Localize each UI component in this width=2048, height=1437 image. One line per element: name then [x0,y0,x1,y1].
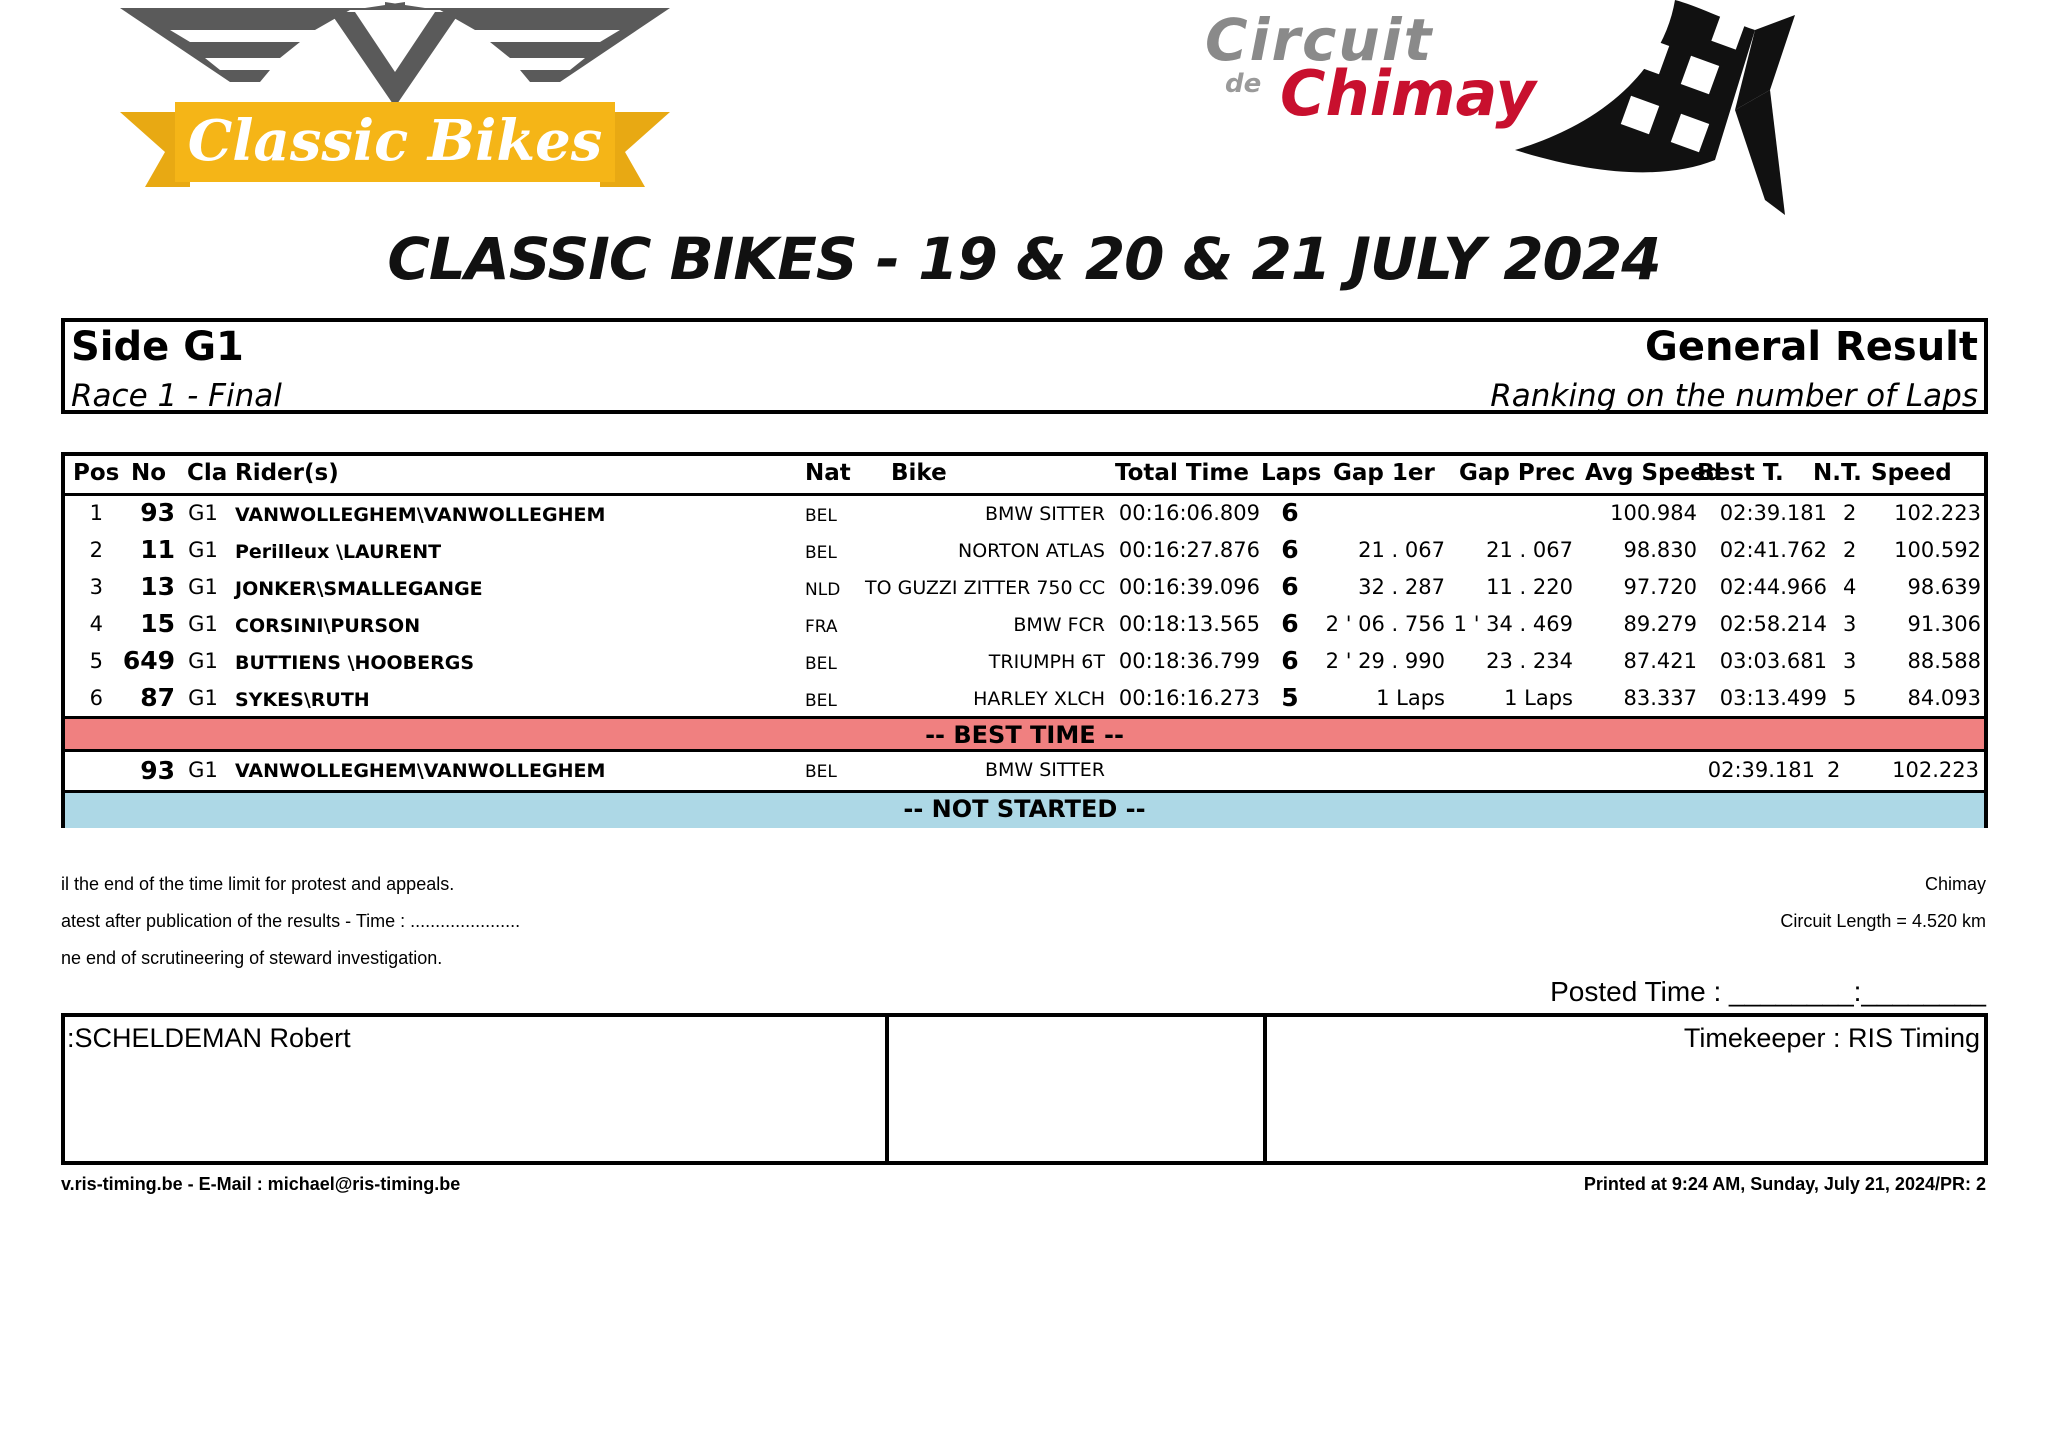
col-header-total-time: Total Time [1115,460,1249,486]
ranking-note: Ranking on the number of Laps [1490,378,1978,414]
cell-gap-prev: 1 Laps [1504,686,1573,710]
footer-contact: v.ris-timing.be - E-Mail : michael@ris-timing.be [61,1174,461,1194]
cell-gap-prev: 23 . 234 [1486,649,1573,673]
table-row [65,496,1984,533]
race-director: :SCHELDEMAN Robert [67,1023,351,1053]
cell-laps: 6 [1281,609,1299,638]
cell-bike: TO GUZZI ZITTER 750 CC [865,577,1106,599]
cell-speed: 100.592 [1894,538,1981,562]
chimay-logo-text: Chimay [1280,57,1536,130]
cell-pos: 4 [89,612,103,636]
cell-cla: G1 [188,612,218,636]
signature-divider-2 [1263,1017,1267,1161]
cell-nt: 2 [1843,538,1857,562]
table-row [65,607,1984,644]
race-name: Race 1 - Final [71,378,282,414]
best-time-cla: G1 [188,758,218,782]
table-row [65,533,1984,570]
footer-printed: Printed at 9:24 AM, Sunday, July 21, 2024/PR: 2 [1583,1174,1986,1194]
cell-bike: BMW SITTER [984,503,1105,525]
circuit-length: Circuit Length = 4.520 km [1780,911,1986,931]
cell-total-time: 00:16:16.273 [1118,686,1260,710]
cell-rider: VANWOLLEGHEM\VANWOLLEGHEM [235,504,606,526]
cell-no: 15 [140,609,175,638]
results-table [61,452,1988,828]
cell-nt: 2 [1843,501,1857,525]
col-header-best-time: Best T. [1697,460,1784,486]
cell-rider: CORSINI\PURSON [235,615,421,637]
cell-gap-first: 2 ' 06 . 756 [1325,612,1445,636]
circuit-logo-text: Circuit [1205,6,1434,74]
cell-total-time: 00:16:27.876 [1118,538,1260,562]
cell-best-time: 02:58.214 [1719,612,1827,636]
cell-nat: BEL [805,654,837,674]
cell-avg-speed: 83.337 [1623,686,1697,710]
cell-gap-first: 21 . 067 [1358,538,1445,562]
cell-speed: 91.306 [1907,612,1981,636]
cell-nt: 3 [1843,612,1857,636]
cell-pos: 3 [89,575,103,599]
best-time-bike: BMW SITTER [984,759,1105,781]
best-time-label: -- BEST TIME -- [925,721,1124,749]
cell-gap-first: 2 ' 29 . 990 [1325,649,1445,673]
cell-cla: G1 [188,575,218,599]
best-time-rider: VANWOLLEGHEM\VANWOLLEGHEM [235,760,606,782]
category-name: Side G1 [71,324,244,370]
note-protest: il the end of the time limit for protest and appeals. [61,874,455,894]
cell-bike: TRIUMPH 6T [988,651,1105,673]
cell-cla: G1 [188,501,218,525]
best-time-nat: BEL [805,762,837,782]
col-header-gap-prev: Gap Prec [1459,460,1576,486]
signature-divider-1 [885,1017,889,1161]
cell-total-time: 00:18:36.799 [1118,649,1260,673]
cell-total-time: 00:16:06.809 [1118,501,1260,525]
cell-gap-first: 1 Laps [1376,686,1445,710]
circuit-logo-de: de [1225,69,1262,99]
col-header-speed: Speed [1871,460,1952,486]
cell-avg-speed: 87.421 [1623,649,1697,673]
best-time-row [65,752,1984,790]
posted-time: Posted Time : ________:________ [1550,976,1986,1007]
cell-pos: 1 [89,501,103,525]
cell-gap-prev: 21 . 067 [1486,538,1573,562]
cell-gap-prev: 1 ' 34 . 469 [1453,612,1573,636]
cell-speed: 84.093 [1907,686,1981,710]
cell-speed: 98.639 [1907,575,1981,599]
cell-best-time: 03:03.681 [1719,649,1827,673]
col-header-riders: Rider(s) [235,460,339,486]
table-row [65,570,1984,607]
cell-nat: BEL [805,506,837,526]
timekeeper: Timekeeper : RIS Timing [1683,1023,1980,1053]
cell-bike: HARLEY XLCH [973,688,1105,710]
result-title: General Result [1645,324,1978,370]
cell-laps: 6 [1281,498,1299,527]
cell-avg-speed: 98.830 [1623,538,1697,562]
best-time-no: 93 [140,756,175,785]
cell-pos: 6 [89,686,103,710]
table-row [65,681,1984,718]
col-header-nt: N.T. [1813,460,1862,486]
cell-cla: G1 [188,686,218,710]
cell-nat: BEL [805,543,837,563]
note-scrutineering: ne end of scrutineering of steward investigation. [61,948,443,968]
col-header-laps: Laps [1261,460,1322,486]
note-publication: atest after publication of the results - Time : ...................... [61,911,521,931]
cell-avg-speed: 100.984 [1610,501,1697,525]
cell-no: 13 [140,572,175,601]
cell-nat: BEL [805,691,837,711]
cell-no: 649 [122,646,175,675]
cell-best-time: 02:44.966 [1719,575,1827,599]
col-header-no: No [131,460,167,486]
cell-laps: 5 [1281,683,1299,712]
cell-rider: SYKES\RUTH [235,689,370,711]
classic-bikes-logo-text: Classic Bikes [187,108,603,174]
cell-speed: 102.223 [1894,501,1981,525]
classic-bikes-logo [100,2,690,217]
cell-pos: 2 [89,538,103,562]
col-header-cla: Cla [187,460,228,486]
cell-nat: FRA [805,617,838,637]
cell-cla: G1 [188,649,218,673]
cell-no: 87 [140,683,175,712]
best-time-nt: 2 [1827,758,1841,782]
best-time-band [65,716,1984,752]
col-header-avg-speed: Avg Speed [1585,460,1723,486]
col-header-bike: Bike [891,460,947,486]
cell-laps: 6 [1281,572,1299,601]
signature-box [61,1013,1988,1165]
circuit-chimay-logo [1195,0,1795,225]
location: Chimay [1924,874,1986,894]
cell-cla: G1 [188,538,218,562]
cell-nat: NLD [805,580,841,600]
best-time-speed: 102.223 [1892,758,1979,782]
cell-nt: 3 [1843,649,1857,673]
cell-speed: 88.588 [1907,649,1981,673]
cell-laps: 6 [1281,535,1299,564]
cell-bike: NORTON ATLAS [957,540,1105,562]
cell-rider: JONKER\SMALLEGANGE [235,578,483,600]
col-header-gap-first: Gap 1er [1333,460,1435,486]
cell-best-time: 02:41.762 [1719,538,1827,562]
cell-total-time: 00:16:39.096 [1118,575,1260,599]
cell-best-time: 02:39.181 [1719,501,1827,525]
cell-total-time: 00:18:13.565 [1118,612,1260,636]
cell-no: 93 [140,498,175,527]
col-header-nat: Nat [805,460,851,486]
race-info-box [61,318,1988,414]
cell-avg-speed: 89.279 [1623,612,1697,636]
best-time-best: 02:39.181 [1707,758,1815,782]
cell-nt: 4 [1843,575,1857,599]
cell-rider: BUTTIENS \HOOBERGS [235,652,475,674]
cell-pos: 5 [89,649,103,673]
cell-no: 11 [140,535,175,564]
cell-gap-prev: 11 . 220 [1486,575,1573,599]
cell-rider: Perilleux \LAURENT [235,541,442,563]
col-header-pos: Pos [73,460,120,486]
cell-laps: 6 [1281,646,1299,675]
cell-gap-first: 32 . 287 [1358,575,1445,599]
table-row [65,644,1984,681]
cell-best-time: 03:13.499 [1719,686,1827,710]
event-title: CLASSIC BIKES - 19 & 20 & 21 JULY 2024 [387,225,1661,293]
cell-avg-speed: 97.720 [1623,575,1697,599]
not-started-band [65,790,1984,828]
cell-bike: BMW FCR [1013,614,1105,636]
cell-nt: 5 [1843,686,1857,710]
not-started-label: -- NOT STARTED -- [903,795,1146,823]
